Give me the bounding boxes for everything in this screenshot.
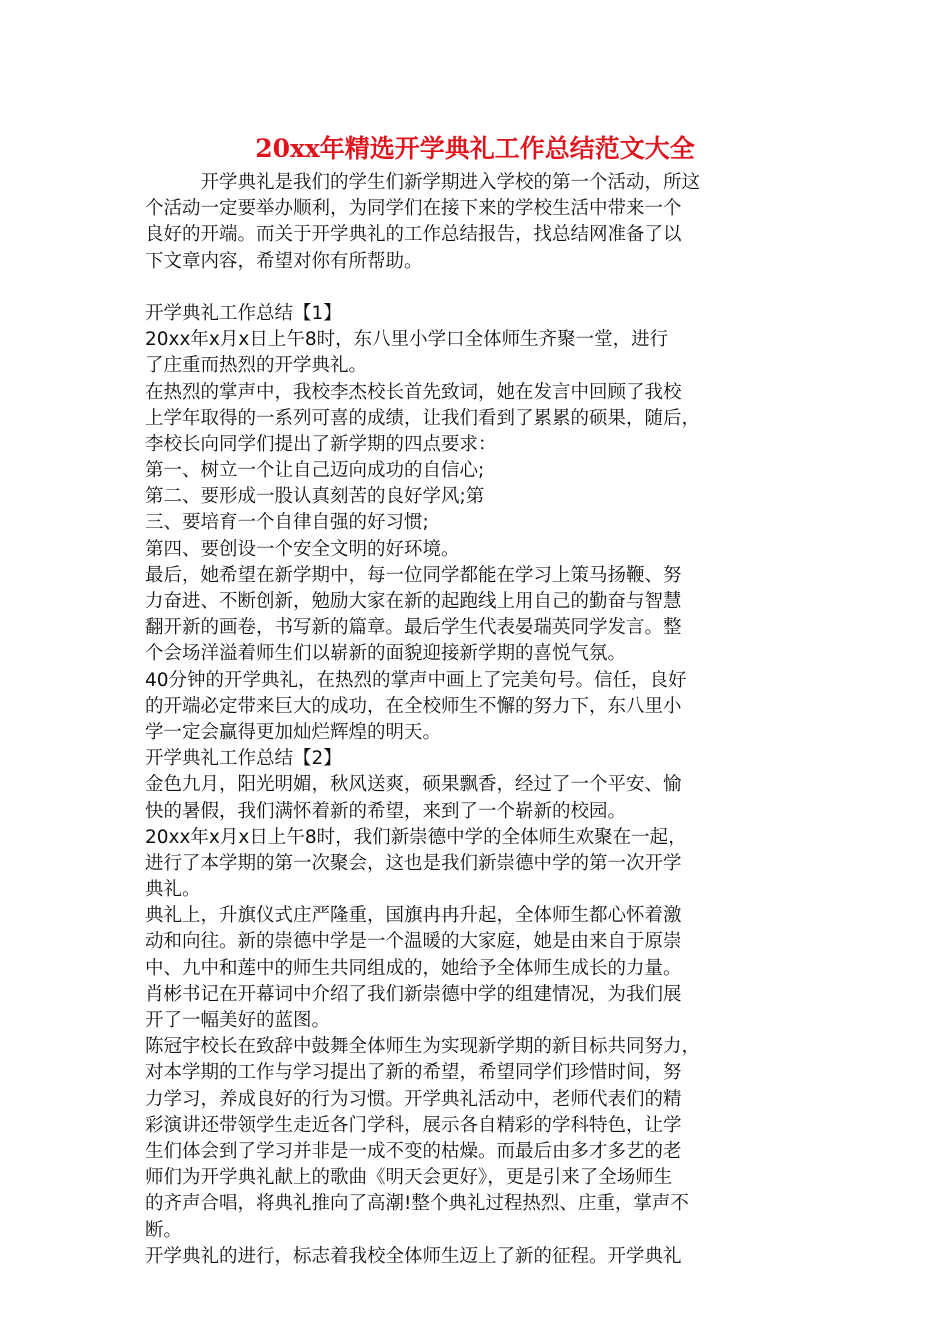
body-line: 李校长向同学们提出了新学期的四点要求：	[145, 433, 497, 455]
body-line: 典礼。	[145, 879, 201, 901]
body-line: 个会场洋溢着师生们以崭新的面貌迎接新学期的喜悦气氛。	[145, 643, 627, 665]
body-line: 40分钟的开学典礼，在热烈的掌声中画上了完美句号。信任，良好	[145, 669, 687, 691]
body-line: 了庄重而热烈的开学典礼。	[145, 355, 368, 377]
body-line: 彩演讲还带领学生走近各门学科，展示各自精彩的学科特色，让学	[145, 1114, 682, 1136]
body-line: 开学典礼工作总结【2】	[145, 748, 342, 770]
body-line: 在热烈的掌声中，我校李杰校长首先致词，她在发言中回顾了我校	[145, 381, 682, 403]
body-line: 开学典礼工作总结【1】	[145, 302, 342, 324]
body-line: 下文章内容，希望对你有所帮助。	[145, 250, 423, 272]
body-line: 进行了本学期的第一次聚会，这也是我们新崇德中学的第一次开学	[145, 852, 682, 874]
body-line: 肖彬书记在开幕词中介绍了我们新崇德中学的组建情况，为我们展	[145, 983, 682, 1005]
body-line: 开学典礼的进行，标志着我校全体师生迈上了新的征程。开学典礼	[145, 1245, 682, 1267]
body-line: 个活动一定要举办顺利，为同学们在接下来的学校生活中带来一个	[145, 198, 682, 220]
body-line: 的开端必定带来巨大的成功，在全校师生不懈的努力下，东八里小	[145, 695, 682, 717]
body-line: 良好的开端。而关于开学典礼的工作总结报告，找总结网准备了以	[145, 224, 682, 246]
body-line: 20xx年x月x日上午8时，东八里小学口全体师生齐聚一堂，进行	[145, 329, 669, 351]
body-line: 动和向往。新的崇德中学是一个温暖的大家庭，她是由来自于原崇	[145, 931, 682, 953]
body-line	[145, 275, 810, 301]
body-line: 陈冠宇校长在致辞中鼓舞全体师生为实现新学期的新目标共同努力，	[145, 1036, 701, 1058]
body-line: 20xx年x月x日上午8时，我们新崇德中学的全体师生欢聚在一起，	[145, 826, 687, 848]
body-line: 开学典礼是我们的学生们新学期进入学校的第一个活动，所这	[145, 172, 701, 193]
body-line: 生们体会到了学习并非是一成不变的枯燥。而最后由多才多艺的老	[145, 1140, 682, 1162]
body-line: 最后，她希望在新学期中，每一位同学都能在学习上策马扬鞭、努	[145, 564, 682, 586]
document-body	[145, 170, 810, 1270]
body-line: 第二、要形成一股认真刻苦的良好学风;第	[145, 486, 485, 508]
body-line: 快的暑假，我们满怀着新的希望，来到了一个崭新的校园。	[145, 800, 627, 822]
body-line: 断。	[145, 1219, 183, 1241]
body-line: 第四、要创设一个安全文明的好环境。	[145, 538, 460, 560]
body-line: 力学习，养成良好的行为习惯。开学典礼活动中，老师代表们的精	[145, 1088, 682, 1110]
body-line: 金色九月，阳光明媚，秋风送爽，硕果飘香，经过了一个平安、愉	[145, 774, 682, 796]
body-line: 力奋进、不断创新，勉励大家在新的起跑线上用自己的勤奋与智慧	[145, 591, 682, 612]
body-line: 对本学期的工作与学习提出了新的希望，希望同学们珍惜时间，努	[145, 1062, 682, 1084]
body-line: 的齐声合唱，将典礼推向了高潮!整个典礼过程热烈、庄重，掌声不	[145, 1193, 689, 1215]
body-line: 中、九中和莲中的师生共同组成的，她给予全体师生成长的力量。	[145, 957, 682, 979]
body-line: 第一、树立一个让自己迈向成功的自信心;	[145, 460, 485, 482]
body-line: 上学年取得的一系列可喜的成绩，让我们看到了累累的硕果，随后，	[145, 407, 701, 429]
body-line: 师们为开学典礼献上的歌曲《明天会更好》，更是引来了全场师生	[145, 1167, 673, 1189]
body-line: 典礼上，升旗仪式庄严隆重，国旗冉冉升起，全体师生都心怀着激	[145, 905, 682, 927]
body-line: 学一定会赢得更加灿烂辉煌的明天。	[145, 721, 442, 743]
body-line: 翻开新的画卷，书写新的篇章。最后学生代表晏瑞英同学发言。整	[145, 617, 682, 639]
document-title: 20xx年精选开学典礼工作总结范文大全	[255, 134, 695, 163]
body-line: 开了一幅美好的蓝图。	[145, 1010, 331, 1031]
body-line: 三、要培育一个自律自强的好习惯;	[145, 512, 429, 534]
